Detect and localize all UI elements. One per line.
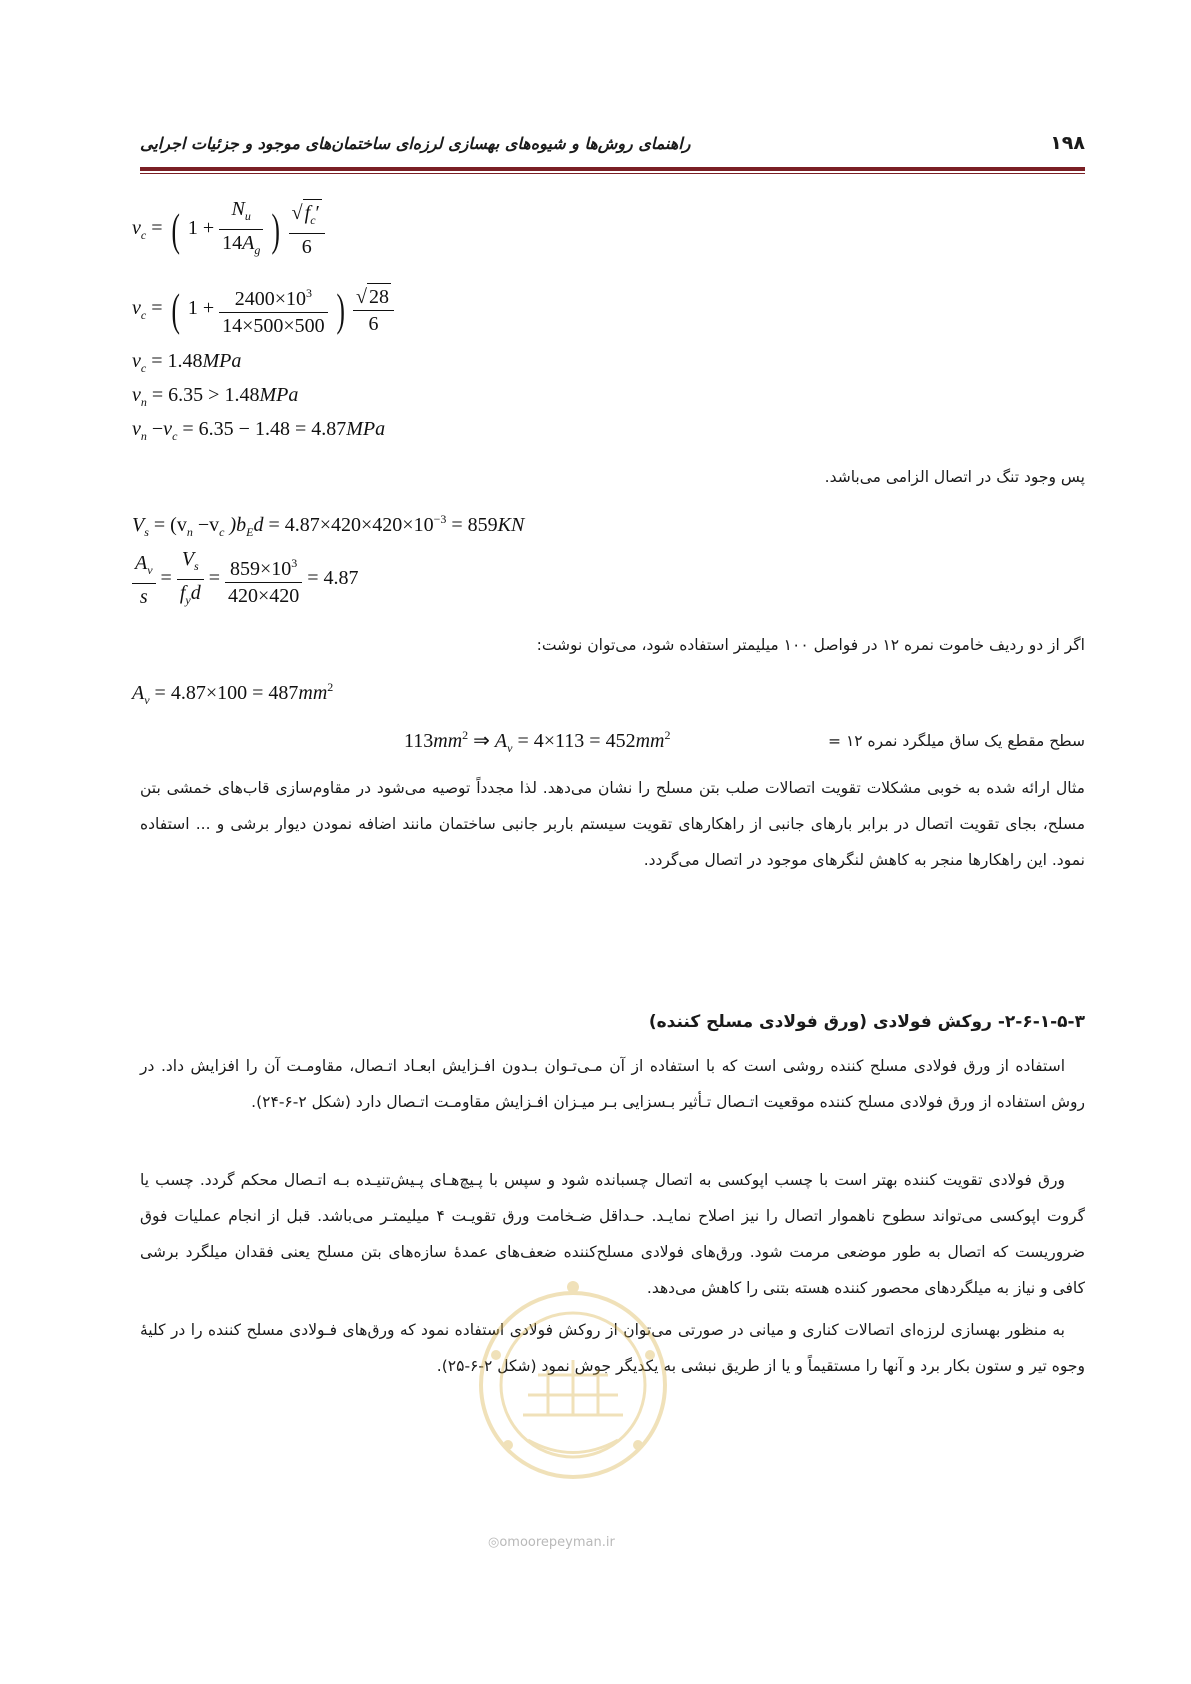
- header-rule-thick: [140, 167, 1085, 171]
- section-heading: ۲-۶-۱-۵-۳- روکش فولادی (ورق فولادی مسلح کننده): [648, 1012, 1085, 1032]
- watermark-seal-icon: [468, 1265, 678, 1515]
- equation-vn-compare: $v_n = 6.35 > 1.48MPa$: [132, 384, 299, 409]
- equation-av-provided: $113mm^2$ ⇒ $A_v = 4\times 113 = 452mm^2$: [404, 728, 671, 755]
- equation-vs: $V_s = (v_n -v_c$ )$b_Ed = 4.87\times 420\times 420\times 10^{-3} = 859KN$: [132, 512, 525, 539]
- paragraph-example: مثال ارائه شده به خوبی مشکلات تقویت اتصالات صلب بتن مسلح را نشان می‌دهد. لذا مجدداً توصیه می‌شود در مقاوم‌سازی قاب‌های خمشی بتن مسلح، بجای تقویت اتصال در برابر بارهای جانبی از راهکارهای تقویت سیستم باربر جانبی ساختمان مانند اضافه نمودن دیوار برشی و ... استفاده نمود. این راهکارها منجر به کاهش لنگرهای موجود در اتصال می‌گردد.: [140, 779, 1085, 869]
- paragraph-1-text: استفاده از ورق فولادی مسلح کننده روشی است که با استفاده از آن مـی‌تـوان بـدون افـزایش ابعـاد اتـصال، مقاومـت آن را افزایش داد. در روش استفاده از ورق فولادی مسلح کننده موقعیت اتـصال تـأثیر بـسزایی بـر میـزان افـزایش مقاومـت اتـصال دارد (شکل ۲-۶-۲۴).: [140, 1057, 1085, 1111]
- paragraph-1: [140, 1048, 1085, 1120]
- equation-vc-result: $v_c = 1.48MPa$: [132, 350, 242, 375]
- equation-av-required: $A_v = 4.87\times 100 = 487mm^2$: [132, 680, 334, 707]
- paragraph-2-text: ورق فولادی تقویت کننده بهتر است با چسب اپوکسی به اتصال چسبانده شود و سپس با پـیچ‌هـای پـیش‌تنیـده بـه اتـصال محکم گردد. چسب یا گروت اپوکسی می‌تواند سطوح ناهموار اتصال را نیز اصلاح نمایـد. حـداقل ضـخامت ورق تقویـت ۴ میلیمتـر می‌باشد. قبل از انجام عملیات فوق ضروریست که اتصال به طور موضعی مرمت شود. ورق‌های فولادی مسلح‌کننده ضعف‌های عمدهٔ سازه‌های بتن مسلح یعنی فقدان میلگرد برشی کافی و نیاز به میلگردهای محصور کننده هسته بتنی را کاهش می‌دهد.: [140, 1171, 1085, 1297]
- equation-vn-minus-vc: $v_n -v_c = 6.35 - 1.48 = 4.87MPa$: [132, 418, 386, 443]
- page-number: ۱۹۸: [1050, 132, 1085, 154]
- watermark-url: ◎omoorepeyman.ir: [488, 1535, 615, 1550]
- equation-av-over-s: $\frac{A_v}{s}$ = $\frac{V_s}{f_yd}$ = $\frac{859\times 10^3}{420\times 420}$ = 4.87: [132, 546, 359, 613]
- paragraph-3-text: به منظور بهسازی لرزه‌ای اتصالات کناری و میانی در صورتی می‌توان از روکش فولادی استفاده نمود که ورق‌های فـولادی مسلح کننده را در کلیهٔ وجوه تیر و ستون بکار برد و آنها را مستقیماً و یا از طریق نبشی به یکدیگر جوش نمود (شکل ۲-۶-۲۵).: [140, 1321, 1085, 1375]
- text-tie-required: پس وجود تنگ در اتصال الزامی می‌باشد.: [824, 468, 1085, 486]
- equation-vc-substituted: $v_c$ = ( 1 + $\frac{2400\times 10^3}{14\times 500\times 500}$ ) $\frac{√ 28}{6}$: [132, 280, 394, 339]
- equation-vc-formula: $v_c$ = ( 1 + $\frac{N_u}{14A_g}$ ) $\frac{√ f_c'}{6}$: [132, 196, 325, 263]
- text-two-rows: اگر از دو ردیف خاموت نمره ۱۲ در فواصل ۱۰۰ میلیمتر استفاده شود، می‌توان نوشت:: [536, 636, 1085, 654]
- header-rule-thin: [140, 173, 1085, 174]
- globe-icon: ◎: [488, 1535, 500, 1550]
- text-area-label: سطح مقطع یک ساق میلگرد نمره ۱۲ =: [828, 732, 1085, 750]
- page-header: [140, 128, 1085, 168]
- running-title: راهنمای روش‌ها و شیوه‌های بهسازی لرزه‌ای ساختمان‌های موجود و جزئیات اجرایی: [140, 134, 691, 153]
